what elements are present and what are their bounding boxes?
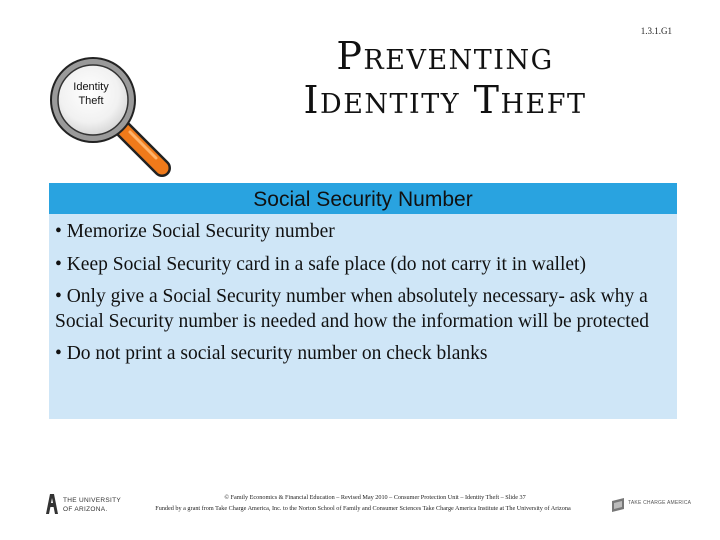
page-title-line1: Preventing: [336, 34, 554, 78]
list-item: • Memorize Social Security number: [55, 221, 335, 242]
take-charge-america-mark-icon: [612, 498, 624, 512]
footer-funding: Funded by a grant from Take Charge America, Inc. to the Norton School of Family and Consumer Sciences Take Charge America Institute at The University of Arizona: [155, 505, 571, 512]
page-title: [250, 34, 640, 122]
content-panel: [49, 183, 677, 419]
magnifier-label: [58, 80, 124, 108]
page-title-line2: Identity Theft: [303, 78, 587, 122]
take-charge-america-text: TAKE CHARGE AMERICA: [628, 500, 692, 506]
magnifier-label-line1: Identity: [73, 81, 109, 93]
university-logo: [45, 491, 125, 523]
list-item: • Do not print a social security number on check blanks: [55, 343, 488, 364]
list-item: • Keep Social Security card in a safe place (do not carry it in wallet): [55, 253, 586, 275]
slide-code: 1.3.1.G1: [640, 26, 672, 36]
take-charge-america-logo: [612, 496, 692, 518]
magnifier-label-line2: Theft: [78, 95, 104, 107]
panel-heading: Social Security Number: [49, 183, 677, 214]
bullet-list: [49, 220, 677, 367]
magnifying-glass-icon: [38, 48, 178, 180]
university-logo-line1: THE UNIVERSITY: [63, 497, 122, 504]
university-a-icon: [45, 493, 59, 515]
university-logo-line2: OF ARIZONA.: [63, 506, 108, 513]
list-item: • Only give a Social Security number when absolutely necessary- ask why a Social Security number is needed and how the information will be protected: [55, 286, 650, 332]
footer-copyright: © Family Economics & Financial Education – Revised May 2010 – Consumer Protection Unit – Identity Theft – Slide 37: [224, 494, 526, 501]
